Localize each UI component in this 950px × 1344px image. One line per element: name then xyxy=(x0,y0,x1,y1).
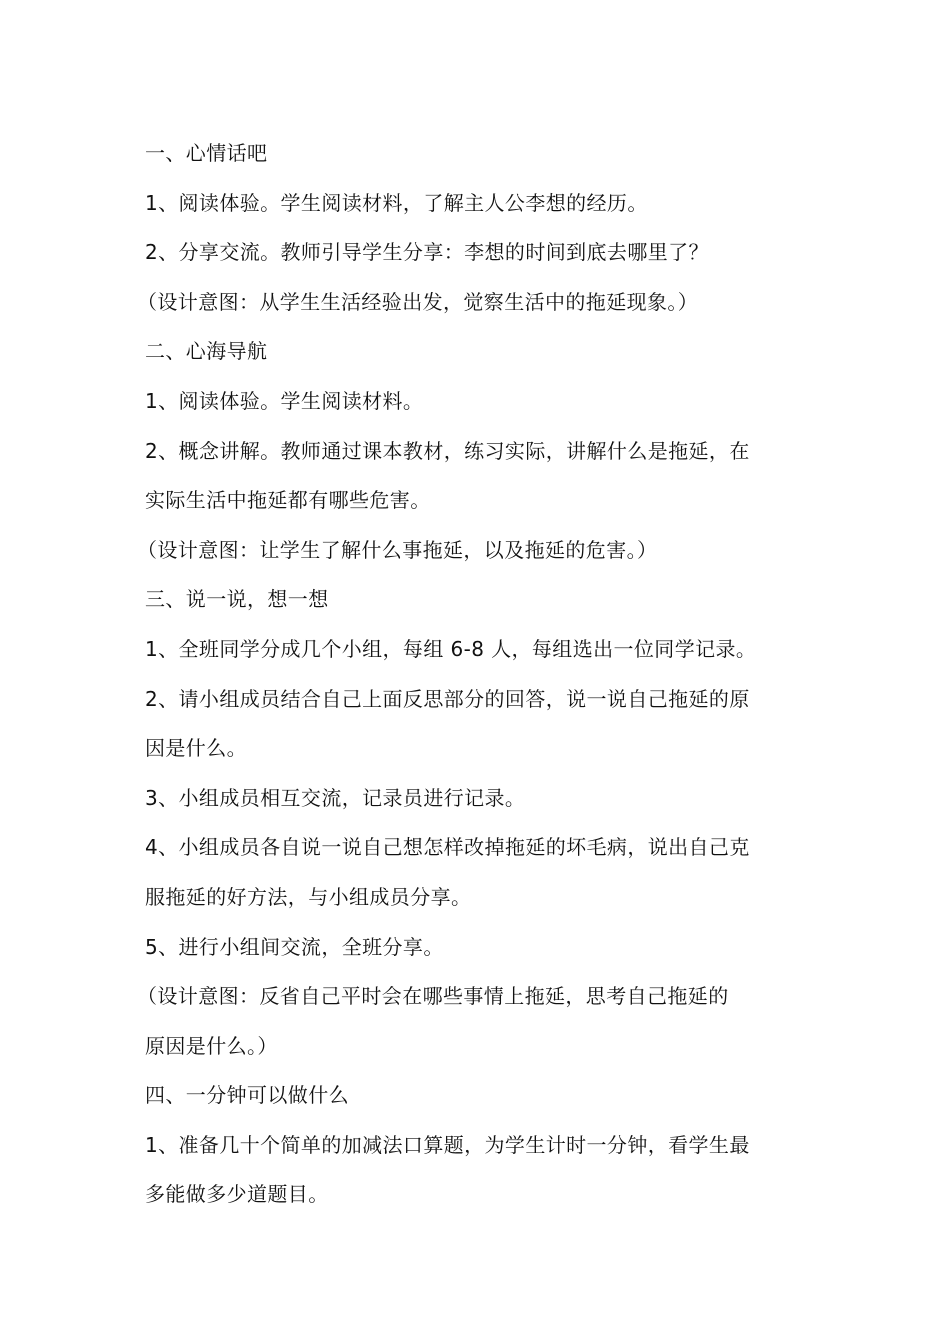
paragraph-line: 2、概念讲解。教师通过课本教材，练习实际，讲解什么是拖延，在 xyxy=(145,438,750,463)
paragraph-line: 5、进行小组间交流，全班分享。 xyxy=(145,934,444,959)
paragraph-line: 3、小组成员相互交流，记录员进行记录。 xyxy=(145,785,526,810)
paragraph-line: 服拖延的好方法，与小组成员分享。 xyxy=(145,884,472,909)
design-intent-note: （设计意图：让学生了解什么事拖延，以及拖延的危害。） xyxy=(137,537,658,562)
paragraph-line: 2、请小组成员结合自己上面反思部分的回答，说一说自己拖延的原 xyxy=(145,686,750,711)
paragraph-line: 2、分享交流。教师引导学生分享：李想的时间到底去哪里了？ xyxy=(145,240,709,265)
section-heading-3: 三、说一说，想一想 xyxy=(145,587,329,612)
paragraph-line: 1、全班同学分成几个小组，每组 6-8 人，每组选出一位同学记录。 xyxy=(145,636,757,661)
paragraph-line: 实际生活中拖延都有哪些危害。 xyxy=(145,488,431,513)
paragraph-line: 1、阅读体验。学生阅读材料。 xyxy=(145,388,424,413)
paragraph-line: 1、准备几十个简单的加减法口算题，为学生计时一分钟，看学生最 xyxy=(145,1132,750,1157)
paragraph-line: 多能做多少道题目。 xyxy=(145,1182,329,1207)
section-heading-4: 四、一分钟可以做什么 xyxy=(145,1083,349,1108)
design-intent-note: （设计意图：反省自己平时会在哪些事情上拖延，思考自己拖延的 xyxy=(137,984,729,1009)
design-intent-note: （设计意图：从学生生活经验出发，觉察生活中的拖延现象。） xyxy=(137,289,699,314)
paragraph-line: 因是什么。 xyxy=(145,736,247,761)
document-body xyxy=(137,129,815,1220)
section-heading-2: 二、心海导航 xyxy=(145,339,268,364)
paragraph-line: 4、小组成员各自说一说自己想怎样改掉拖延的坏毛病，说出自己克 xyxy=(145,835,750,860)
section-heading-1: 一、心情话吧 xyxy=(145,141,268,165)
paragraph-line: 1、阅读体验。学生阅读材料，了解主人公李想的经历。 xyxy=(145,190,648,215)
paragraph-line: 原因是什么。） xyxy=(145,1033,278,1058)
